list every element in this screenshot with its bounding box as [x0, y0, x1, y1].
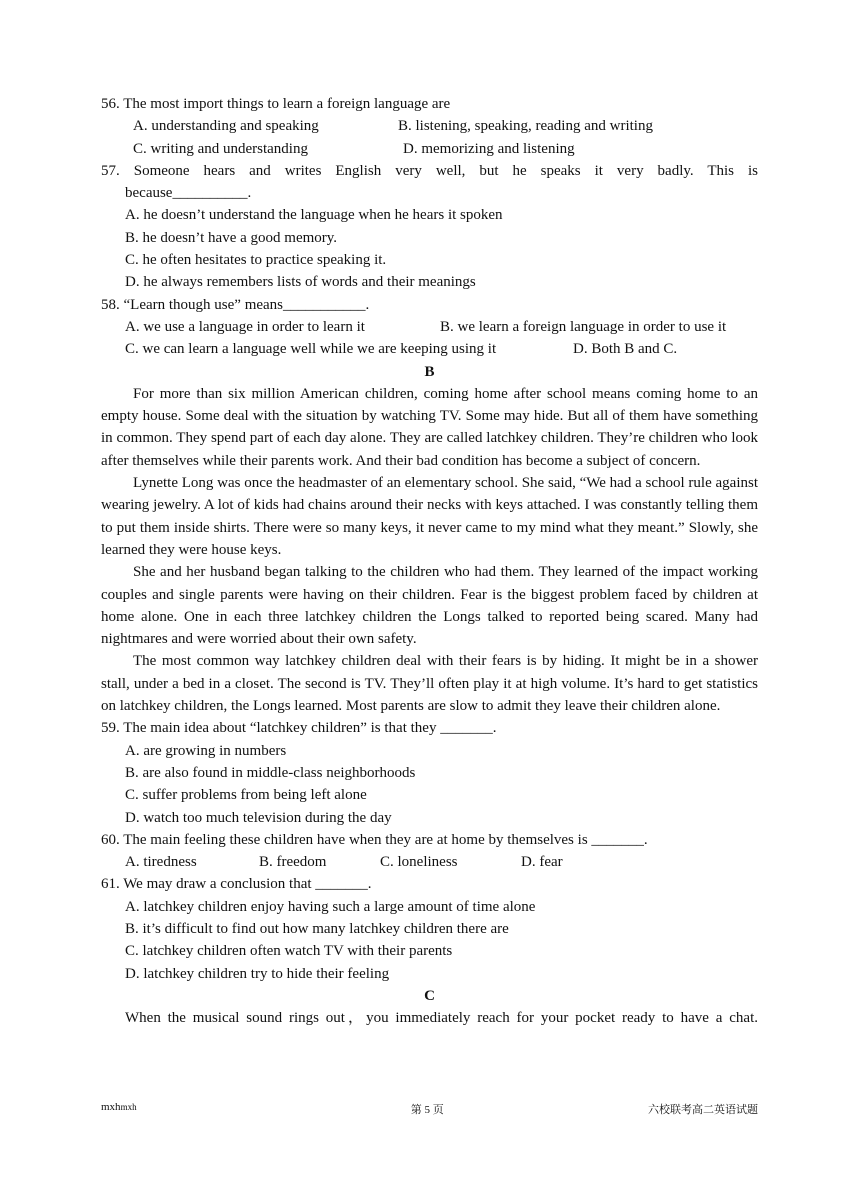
q60-stem: 60. The main feeling these children have when they are at home by themselves is _______.: [101, 831, 648, 848]
q60-option-a: A. tiredness: [125, 854, 197, 871]
q56-options-row1: [101, 115, 758, 137]
q59-option-c: C. suffer problems from being left alone: [125, 787, 367, 804]
q61-option-a: A. latchkey children enjoy having such a large amount of time alone: [125, 898, 536, 915]
q56-option-d: D. memorizing and listening: [403, 140, 575, 157]
q58-stem: 58. “Learn though use” means___________.: [101, 296, 370, 313]
passage-c-paragraph-1: When the musical sound rings out，you immediately reach for your pocket ready to have a chat.: [125, 1010, 758, 1027]
q57-option-b: B. he doesn’t have a good memory.: [125, 229, 338, 246]
section-c-heading: C: [424, 987, 435, 1004]
passage-b-paragraph-4: The most common way latchkey children deal with their fears is by hiding. It might be in a shower stall, under a bed in a closet. The second is TV. They’ll often play it at high volume. It’s hard to get statistics on latchkey children, the Longs learned. Most parents are slow to admit they leave their children alone.: [101, 653, 758, 715]
footer-author: [101, 1101, 137, 1117]
q56-stem: 56. The most import things to learn a foreign language are: [101, 96, 451, 112]
q61-option-b: B. it’s difficult to find out how many latchkey children there are: [125, 920, 509, 937]
page-footer: [101, 1101, 758, 1117]
q60-option-d: D. fear: [521, 854, 563, 871]
q58-option-d: D. Both B and C.: [573, 341, 678, 358]
q57-option-d: D. he always remembers lists of words and their meanings: [125, 274, 476, 291]
section-b-heading: B: [424, 363, 435, 380]
q57-stem-line1: 57. Someone hears and writes English very well, but he speaks it very badly. This is: [101, 162, 758, 179]
passage-b-paragraph-1: For more than six million American children, coming home after school means coming home to an empty house. Some deal with the situation by watching TV. Some may hide. But all of them have something in common. They spend part of each day alone. They are called latchkey children. They’re children who look after themselves while their parents work. And their bad condition has become a subject of concern.: [101, 385, 758, 469]
q58-options-row1: [101, 316, 758, 338]
q58-option-b: B. we learn a foreign language in order to use it: [440, 318, 727, 335]
q56-options-row2: [101, 138, 758, 160]
footer-author-main: mxh: [101, 1101, 121, 1113]
q61-option-c: C. latchkey children often watch TV with their parents: [125, 943, 453, 960]
passage-b-paragraph-2: Lynette Long was once the headmaster of an elementary school. She said, “We had a school rule against wearing jewelry. A lot of kids had chains around their necks with keys attached. I was constantly telling them to put them inside shirts. There were so many keys, it never came to my mind what they meant.” Slowly, she learned they were house keys.: [101, 475, 758, 558]
q60-option-c: C. loneliness: [380, 854, 458, 871]
q58-options-row2: [101, 338, 758, 360]
q59-option-b: B. are also found in middle-class neighborhoods: [125, 764, 416, 781]
page-number: 第 5 页: [410, 1104, 444, 1116]
q60-option-b: B. freedom: [259, 854, 327, 871]
q61-stem: 61. We may draw a conclusion that _______.: [101, 876, 372, 893]
q56-option-c: C. writing and understanding: [133, 140, 308, 157]
q59-option-d: D. watch too much television during the day: [125, 809, 392, 826]
q59-stem: 59. The main idea about “latchkey children” is that they _______.: [101, 720, 497, 737]
footer-author-small: mxh: [120, 1102, 137, 1112]
q58-option-a: A. we use a language in order to learn it: [125, 318, 365, 335]
q57-stem-line2: because__________.: [125, 185, 252, 202]
q57-option-c: C. he often hesitates to practice speaking it.: [125, 252, 387, 269]
q61-option-d: D. latchkey children try to hide their feeling: [125, 965, 390, 982]
q60-options: [101, 851, 758, 873]
passage-b-paragraph-3: She and her husband began talking to the children who had them. They learned of the impact working couples and single parents were having on their children. Fear is the biggest problem faced by children at home alone. One in each three latchkey children the Longs talked to reported being scared. Many had nightmares and were worried about their own safety.: [101, 564, 758, 648]
q57-option-a: A. he doesn’t understand the language when he hears it spoken: [125, 207, 503, 224]
q59-option-a: A. are growing in numbers: [125, 742, 287, 759]
exam-page: [101, 93, 758, 1029]
footer-exam-title: 六校联考高二英语试题: [647, 1104, 758, 1116]
q58-option-c: C. we can learn a language well while we are keeping using it: [125, 341, 497, 358]
q56-option-a: A. understanding and speaking: [133, 118, 319, 135]
q56-option-b: B. listening, speaking, reading and writing: [398, 118, 653, 135]
